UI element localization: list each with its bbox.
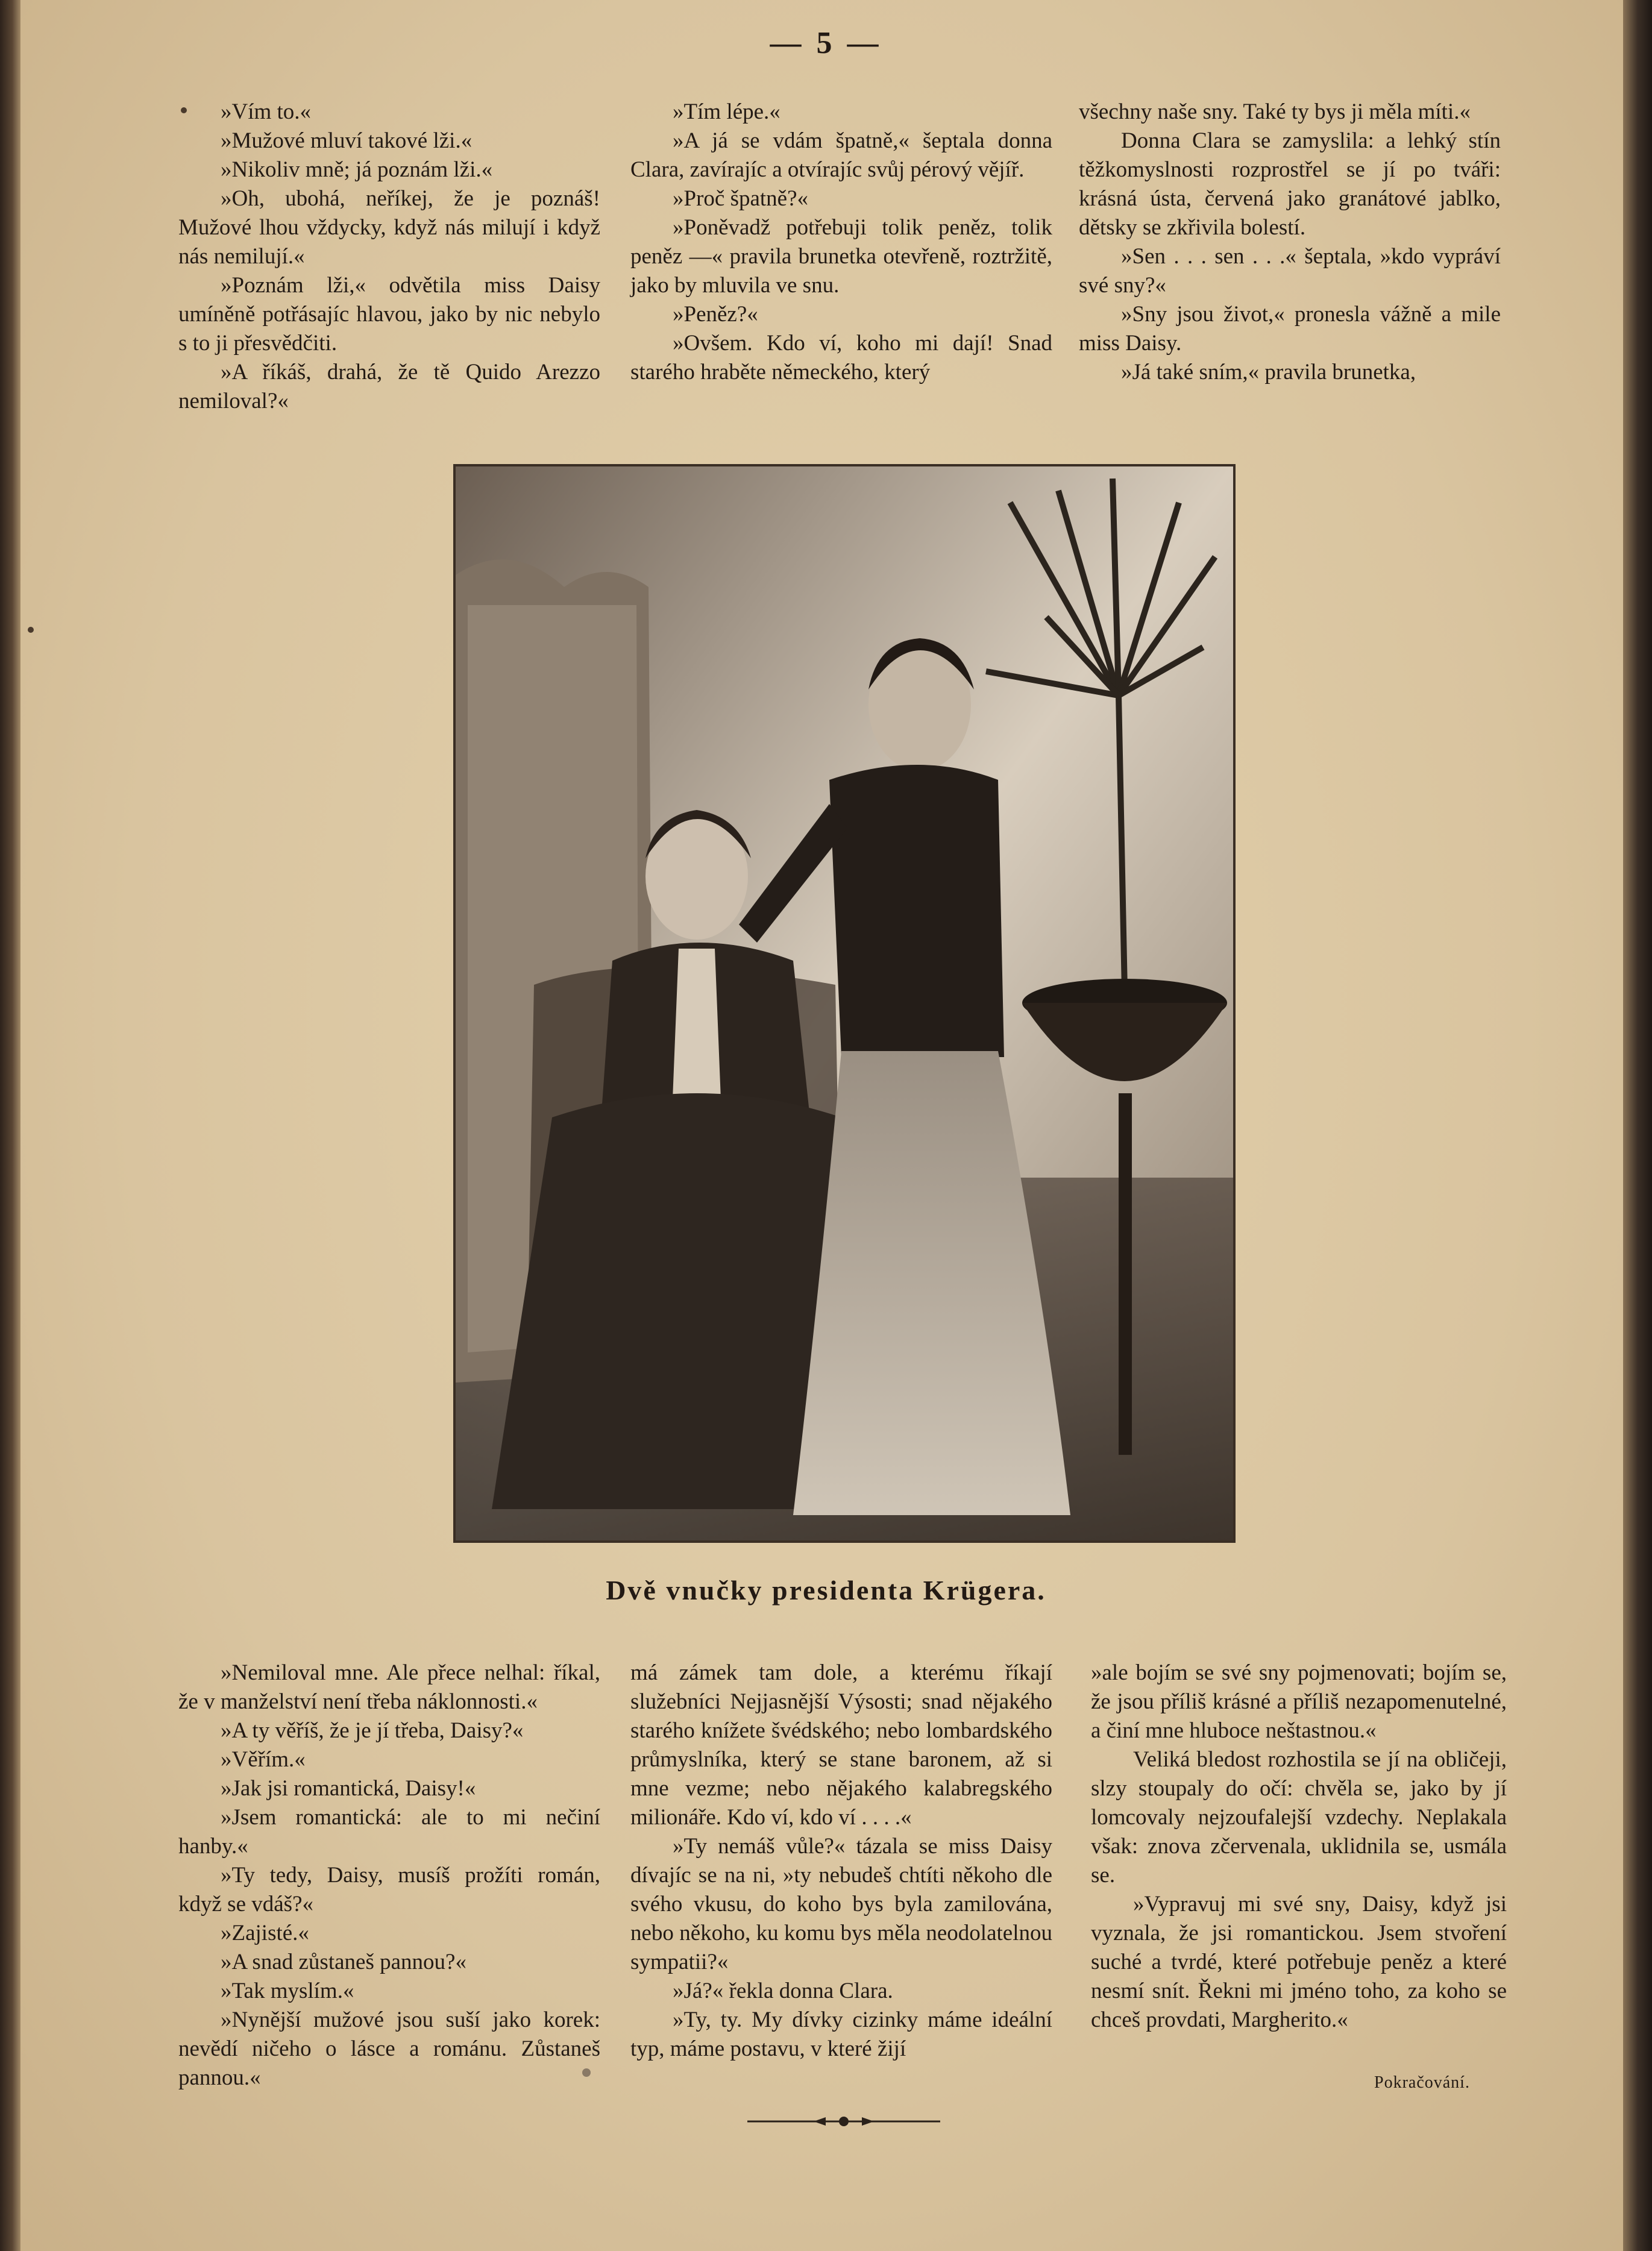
paragraph: »Ty, ty. My dívky cizinky máme ideální typ, máme postavu, v které žijí	[630, 2008, 1052, 2061]
photo-caption: Dvě vnučky presidenta Krügera.	[606, 1575, 1046, 1606]
paragraph: všechny naše sny. Také ty bys ji měla míti.«	[1079, 99, 1471, 124]
paragraph: »Zajisté.«	[221, 1921, 309, 1945]
divider-ornament	[747, 2112, 940, 2130]
top-column-1	[178, 98, 600, 416]
paragraph: »Vím to.«	[221, 99, 312, 124]
paragraph: »Sny jsou život,« pronesla vážně a mile miss Daisy.	[1079, 302, 1501, 356]
paragraph: »Vypravuj mi své sny, Daisy, když jsi vyznala, že jsi romantickou. Jsem stvoření suché a tvrdé, které potřebuje peněz a které nesmí snít. Řekni mi jméno toho, za koho se chceš provdati, Margherito.«	[1091, 1892, 1507, 2032]
ink-spot	[28, 627, 34, 633]
paragraph: »Nikoliv mně; já poznám lži.«	[221, 157, 493, 182]
page-number: — 5 —	[770, 26, 882, 60]
paragraph: »Tím lépe.«	[673, 99, 780, 124]
bottom-column-1	[178, 1659, 600, 2092]
paragraph: »Ty tedy, Daisy, musíš prožíti román, když se vdáš?«	[178, 1863, 600, 1917]
paragraph: »Nemiloval mne. Ale přece nelhal: říkal, že v manželství není třeba náklonnosti.«	[178, 1660, 600, 1714]
paragraph: »Oh, ubohá, neříkej, že je poznáš! Mužové lhou vždycky, když nás milují i když nás nemilují.«	[178, 186, 600, 269]
paragraph: »Proč špatně?«	[673, 186, 809, 211]
paragraph: »A já se vdám špatně,« šeptala donna Clara, zavírajíc a otvírajíc svůj pérový vějíř.	[630, 128, 1052, 182]
paragraph: »Věřím.«	[221, 1747, 306, 1772]
top-column-2	[630, 98, 1052, 387]
paragraph: »A říkáš, drahá, že tě Quido Arezzo nemiloval?«	[178, 360, 600, 413]
paragraph: »Sen . . . sen . . .« šeptala, »kdo vypráví své sny?«	[1079, 244, 1501, 298]
paragraph: »Jak jsi romantická, Daisy!«	[221, 1776, 476, 1801]
paragraph: »Peněz?«	[673, 302, 758, 327]
paragraph: »A ty věříš, že je jí třeba, Daisy?«	[221, 1718, 524, 1743]
paragraph: »ale bojím se své sny pojmenovati; bojím se, že jsou příliš krásné a příliš nezapomenutelné, a činí mne hluboce neštastnou.«	[1091, 1660, 1507, 1743]
top-column-3	[1079, 98, 1501, 387]
paragraph: má zámek tam dole, a kterému říkají služebníci Nejjasnější Výsosti; snad nějakého starého knížete švédského; nebo lombardského průmyslníka, který se stane baronem, až si mne vezme; nebo nějakého kalabregského milionáře. Kdo ví, kdo ví . . . .«	[630, 1660, 1052, 1830]
paragraph: »Já také sním,« pravila brunetka,	[1121, 360, 1416, 385]
paragraph: »Jsem romantická: ale to mi nečiní hanby.«	[178, 1805, 600, 1859]
paragraph: »Nynější mužové jsou suší jako korek: nevědí ničeho o lásce a románu. Zůstaneš pannou.«	[178, 2008, 600, 2090]
paragraph: »Ovšem. Kdo ví, koho mi dají! Snad starého hraběte německého, který	[630, 331, 1052, 385]
ink-spot	[582, 2068, 591, 2077]
paragraph: »Mužové mluví takové lži.«	[221, 128, 473, 153]
paragraph: »Já?« řekla donna Clara.	[673, 1979, 893, 2003]
paragraph: »Poznám lži,« odvětila miss Daisy umíněně potřásajíc hlavou, jako by nic nebylo s to ji přesvědčiti.	[178, 273, 600, 356]
bottom-column-2	[630, 1659, 1052, 2064]
left-binding-edge	[0, 0, 20, 2251]
photograph-drawing	[456, 466, 1233, 1540]
paragraph: »Poněvadž potřebuji tolik peněz, tolik peněz —« pravila brunetka otevřeně, roztržitě, jako by mluvila ve snu.	[630, 215, 1052, 298]
paragraph: »Ty nemáš vůle?« tázala se miss Daisy dívajíc se na ni, »ty nebudeš chtíti někoho dle svého vkusu, do koho bys byla zamilována, nebo někoho, ku komu bys měla neodolatelnou sympatii?«	[630, 1834, 1052, 1974]
photograph	[453, 464, 1236, 1543]
bottom-column-3	[1091, 1659, 1507, 2035]
continued-note: Pokračování.	[1374, 2073, 1470, 2092]
paragraph: »A snad zůstaneš pannou?«	[221, 1950, 466, 1974]
ink-spot	[181, 107, 187, 113]
paragraph: Veliká bledost rozhostila se jí na obličeji, slzy stoupaly do očí: chvěla se, jako by jí lomcovaly nejzoufalejší vzdechy. Neplakala však: znova zčervenala, uklidnila se, usmála se.	[1091, 1747, 1507, 1888]
right-binding-edge	[1623, 0, 1652, 2251]
paragraph: »Tak myslím.«	[221, 1979, 354, 2003]
paragraph: Donna Clara se zamyslila: a lehký stín těžkomyslnosti rozprostřel se jí po tváři: krásná ústa, červená jako granátové jablko, dětsky se zkřivila bolestí.	[1079, 128, 1501, 240]
